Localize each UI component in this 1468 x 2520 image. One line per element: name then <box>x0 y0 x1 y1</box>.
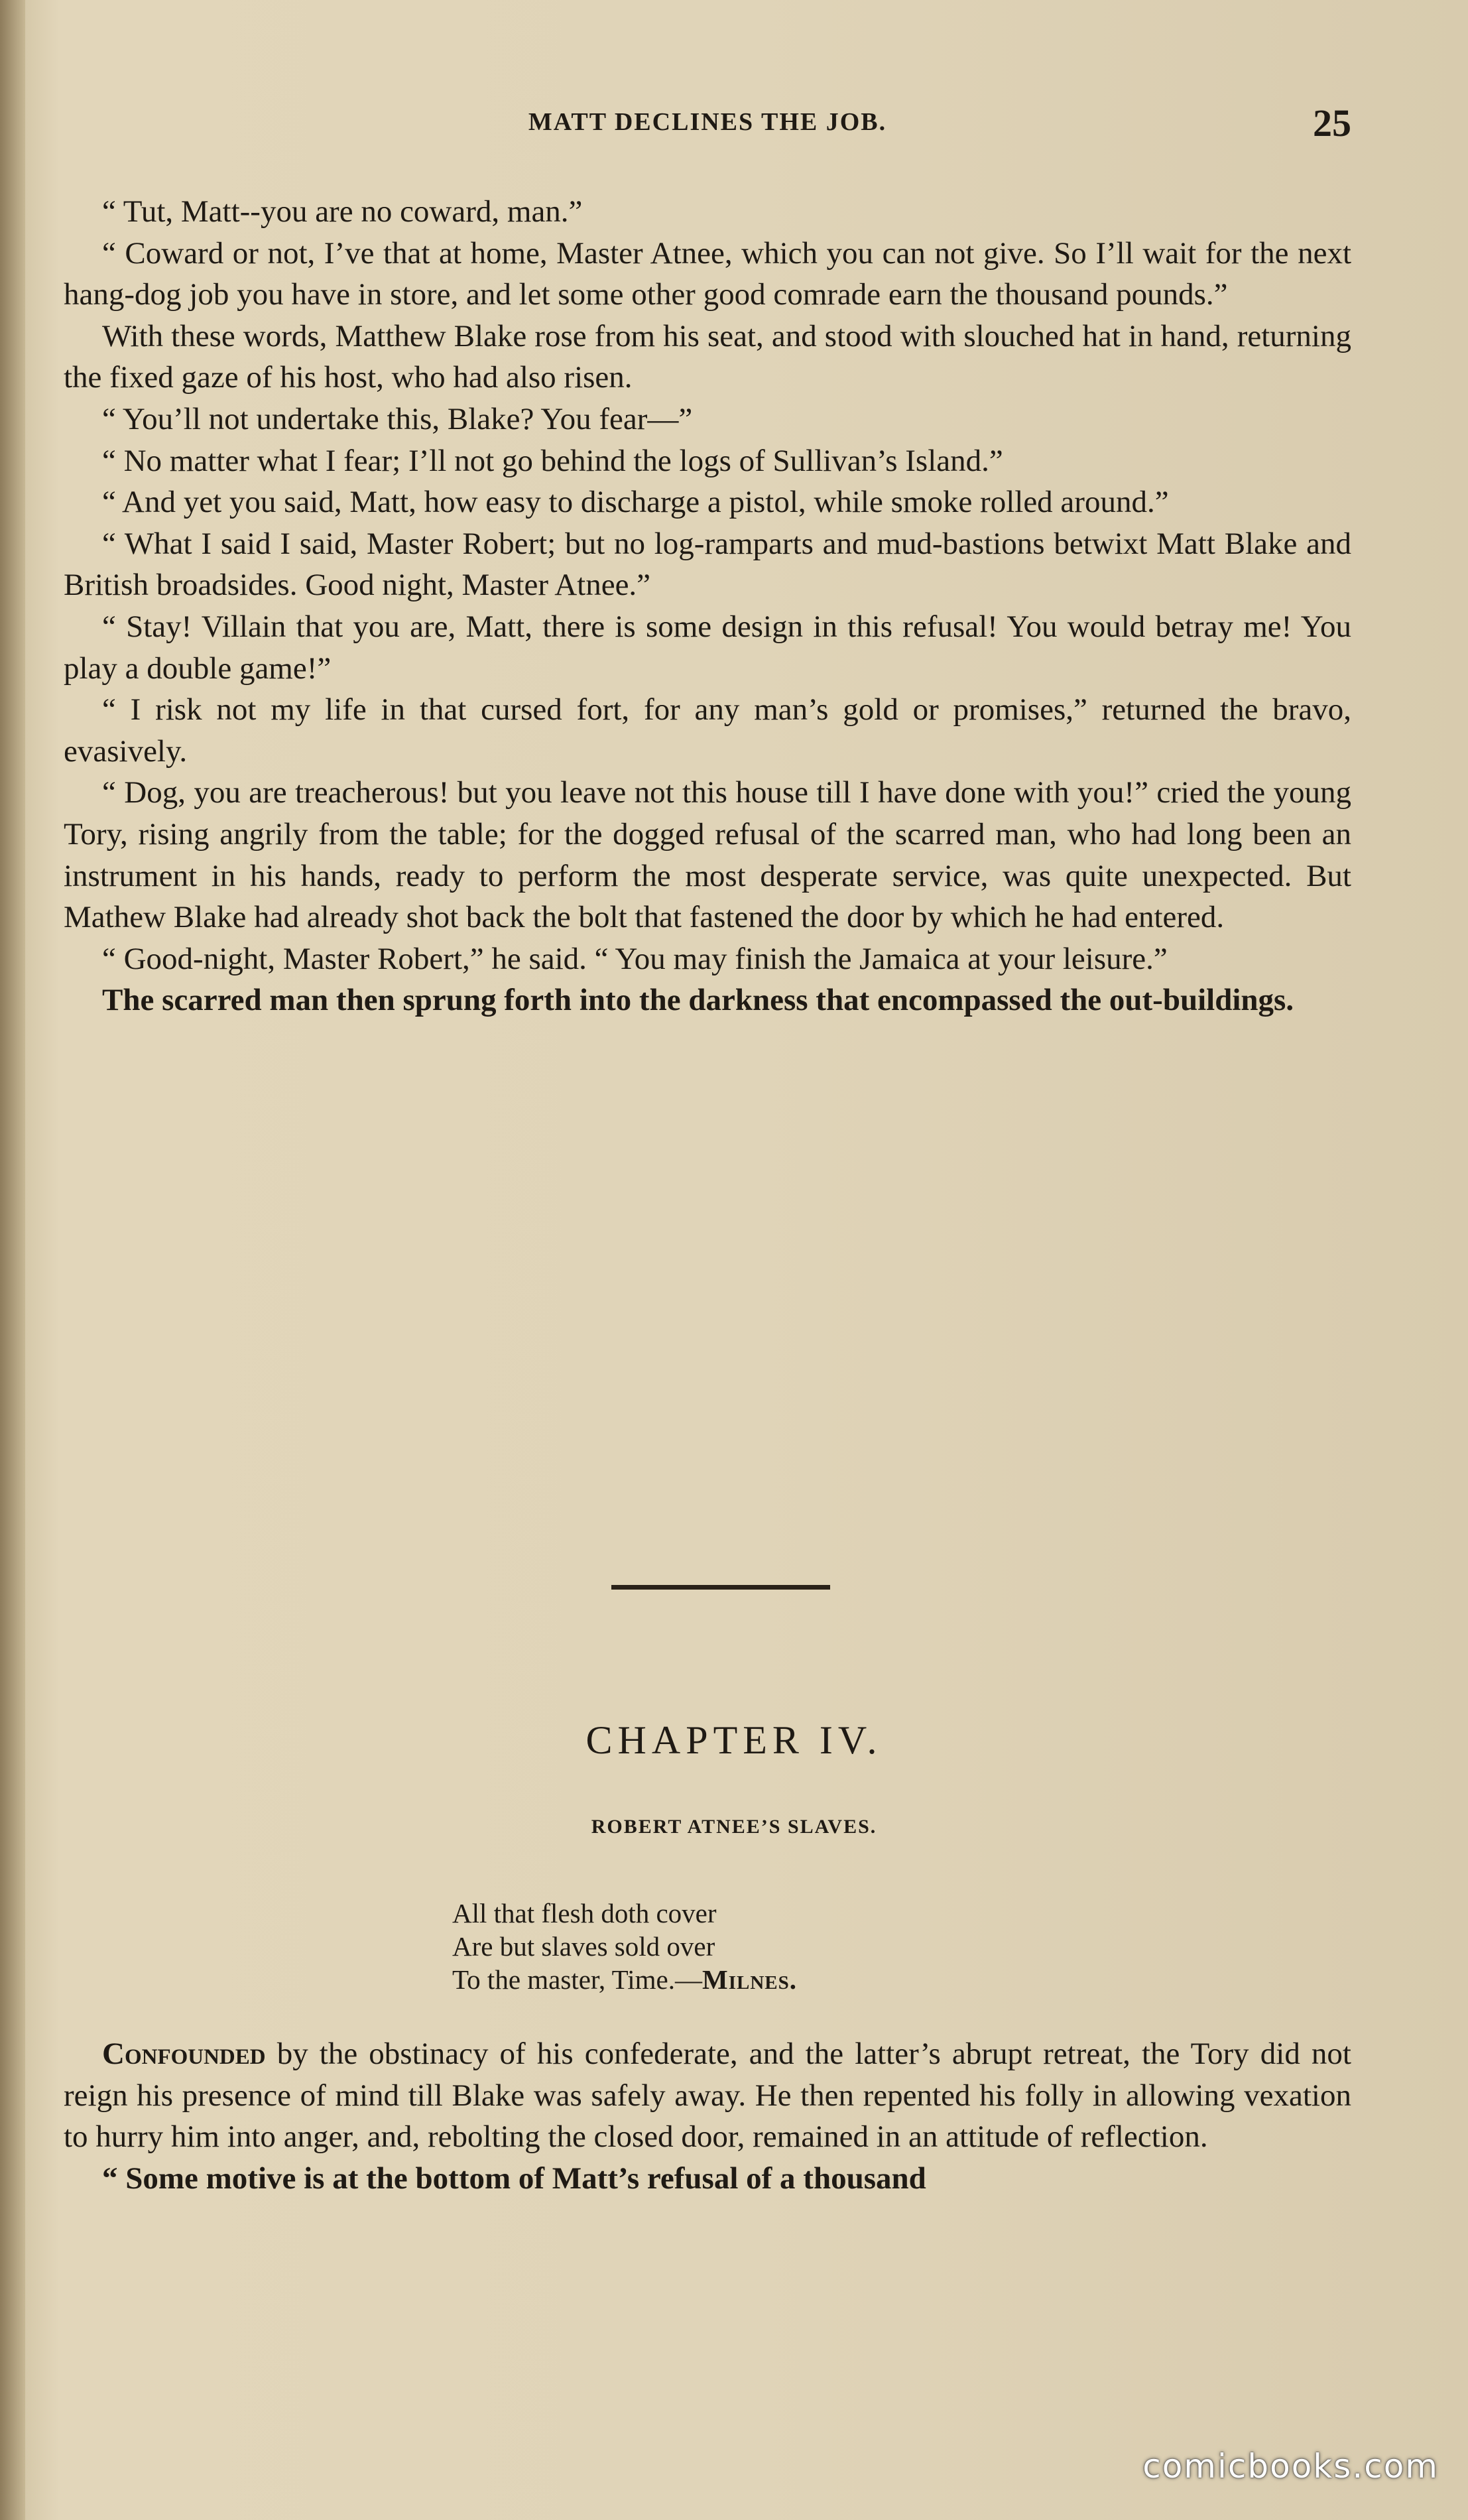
paragraph: “ Stay! Villain that you are, Matt, there is some design in this refusal! You would betray me! You play a double game!” <box>64 609 1351 686</box>
paragraph: The scarred man then sprung forth into the darkness that encompassed the out-buildings. <box>102 983 1294 1018</box>
epigraph-line: Are but slaves sold over <box>452 1931 715 1962</box>
paragraph: “ And yet you said, Matt, how easy to discharge a pistol, while smoke rolled around.” <box>102 485 1169 520</box>
chapter-subtitle: ROBERT ATNEE’S SLAVES. <box>591 1816 877 1838</box>
paragraph-text: by the obstinacy of his confederate, and the latter’s abrupt retreat, the Tory did not reign his presence of mind till Blake was safely away. He then repented his folly in allowing vexation to hurry him into anger, and, rebolting the closed door, remained in an attitude of reflection. <box>64 2037 1351 2155</box>
epigraph-attribution: Milnes. <box>702 1964 798 1995</box>
epigraph-line: All that flesh doth cover <box>452 1898 717 1928</box>
paragraph: “ Some motive is at the bottom of Matt’s refusal of a thousand <box>102 2161 926 2196</box>
paragraph: “ Tut, Matt--you are no coward, man.” <box>102 194 583 229</box>
page-header <box>64 101 1351 154</box>
body-text <box>64 191 1351 1021</box>
page-gutter-shadow <box>0 0 25 2520</box>
chapter-body-text <box>64 2033 1351 2199</box>
paragraph <box>64 2033 1351 2158</box>
chapter-title: CHAPTER IV. <box>585 1718 883 1762</box>
paragraph: “ What I said I said, Master Robert; but no log-ramparts and mud-bastions betwixt Matt Blake and British broadsides. Good night, Master Atnee.” <box>64 526 1351 603</box>
paragraph: “ No matter what I fear; I’ll not go behind the logs of Sullivan’s Island.” <box>102 443 1003 478</box>
section-divider <box>611 1585 830 1590</box>
paragraph: “ I risk not my life in that cursed fort, for any man’s gold or promises,” returned the bravo, evasively. <box>64 692 1351 769</box>
lead-words: Confounded <box>102 2037 266 2071</box>
paragraph: “ Coward or not, I’ve that at home, Master Atnee, which you can not give. So I’ll wait for the next hang-dog job you have in store, and let some other good comrade earn the thousand pounds.” <box>64 235 1351 312</box>
epigraph-line-last <box>452 1963 1115 1996</box>
epigraph <box>452 1897 1115 1996</box>
paragraph: “ Good-night, Master Robert,” he said. “ You may finish the Jamaica at your leisure.” <box>102 941 1168 976</box>
site-watermark: comicbooks.com <box>1142 2447 1439 2486</box>
paragraph: “ Dog, you are treacherous! but you leave not this house till I have done with you!” cried the young Tory, rising angrily from the table; for the dogged refusal of the scarred man, who had long been an instrument in his hands, ready to perform the most desperate service, was quite unexpected. But Mathew Blake had already shot back the bolt that fastened the door by which he had entered. <box>64 775 1351 935</box>
page-number: 25 <box>1313 101 1351 145</box>
paragraph: “ You’ll not undertake this, Blake? You fear—” <box>102 401 693 436</box>
epigraph-text: To the master, Time.— <box>452 1964 703 1995</box>
running-title: MATT DECLINES THE JOB. <box>528 108 887 136</box>
paragraph: With these words, Matthew Blake rose from his seat, and stood with slouched hat in hand, returning the fixed gaze of his host, who had also risen. <box>64 318 1351 395</box>
